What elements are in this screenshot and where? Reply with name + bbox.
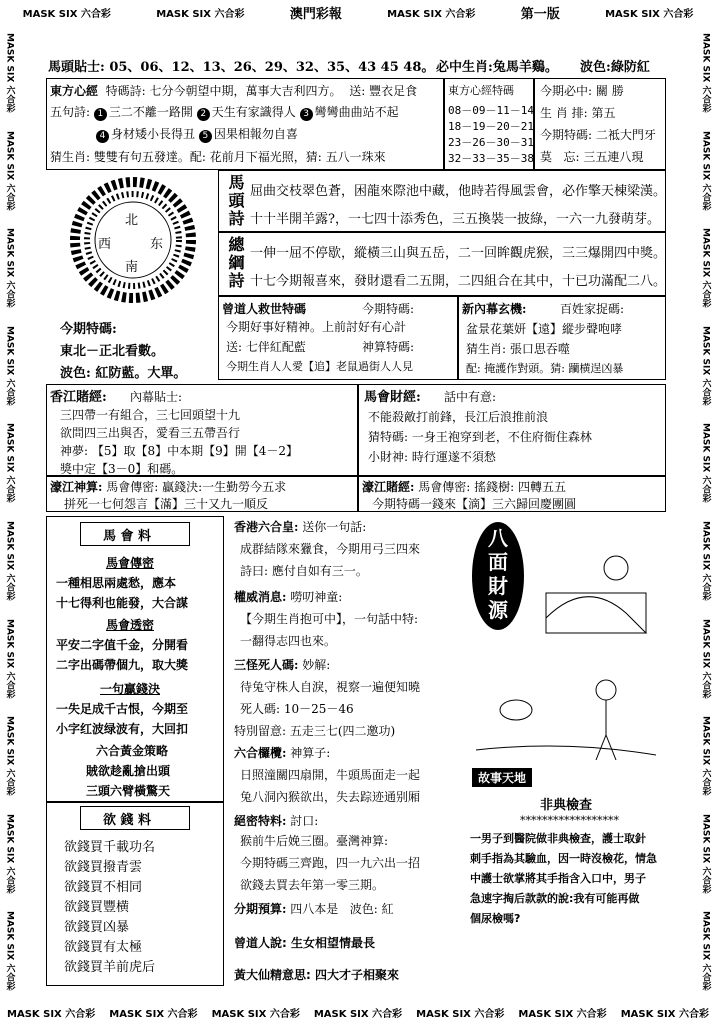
three-dead-line: 死人碼: 10－25－46: [240, 702, 354, 716]
hk-bet-sub: 內幕貼士:: [130, 390, 183, 404]
zeng-sum: 神算特碼:: [362, 340, 415, 354]
header-edition: 第一版: [520, 6, 560, 22]
huang-says: 黃大仙精意思: 四大才子相聚來: [234, 968, 399, 982]
authority-line: 一翻得志四也來。: [240, 634, 337, 648]
story-line: 刺手指為其驗血，因一時沒檢花，情急: [470, 852, 657, 865]
xinnei-guess: 猜生肖: 張口思吞噬: [466, 342, 570, 356]
hk-god-line: 拼死一七何怨言【滿】三十又九一順反: [64, 497, 269, 511]
yuqian-item: 欲錢買凶暴: [64, 920, 130, 935]
mahui-line: 三頭六臂橫驚天: [86, 784, 171, 798]
wheel-north: 北: [125, 213, 139, 228]
three-dead-line: 待兔守株人自淚，視察一遍便知曉: [240, 680, 421, 694]
hk-bet-line: 獎中定【3－0】和碼。: [60, 462, 184, 476]
wheel-south: 南: [125, 260, 139, 275]
horse-wealth-title: 馬會財經:: [364, 390, 421, 405]
must-zodiac: 必中生肖:兔馬羊鷄。: [436, 60, 558, 75]
tip-line: 欲錢去買去年第一零三期。: [240, 878, 385, 892]
mahui-section: 馬會透密: [106, 618, 155, 632]
tip-line: 今期特碼三齊跑，四一九六出一招: [240, 856, 421, 870]
mahui-line: 賊欲趁亂搶出頭: [86, 764, 171, 778]
special-code-row: 08－09－11－14: [448, 104, 534, 117]
mahui-line: 一種相思兩處愁，應本: [56, 576, 177, 590]
hk-liuhe-head: 香港六合皇: 送你一句話:: [234, 520, 367, 534]
hk-liuhe-line: 詩曰: 應付自如有三一。: [240, 564, 368, 578]
authority-line: 【今期生肖抱可中】，一句話中特:: [240, 612, 419, 626]
yuqian-item: 欲錢買撥青雲: [64, 860, 143, 875]
yuqian-item: 欲錢買千載功名: [64, 840, 156, 855]
yuqian-item: 欲錢買有太極: [64, 940, 143, 955]
must-win-row: 生 肖 排: 第五: [540, 106, 616, 120]
wheel-east: 东: [150, 237, 164, 252]
zeng-title: 曾道人救世特碼: [222, 302, 307, 316]
mahui-line: 一失足成千古恨，今期至: [56, 702, 189, 716]
story-title: 故事天地: [472, 768, 532, 787]
zeng-send: 送: 七伴紅配藍: [226, 340, 306, 354]
header-title: 澳門彩報: [289, 6, 342, 22]
five-poem-line1: 五句詩: 1 三二不離一路開 2 天生有家識得人 3 彎彎曲曲站不起: [50, 105, 399, 119]
yuqian-item: 欲錢買羊前虎后: [64, 960, 156, 975]
hk-liuhe-line: 成群結隊來獵食，今期用弓三四來: [240, 542, 421, 556]
general-poem-line: 一伸一屈不停歇，縱橫三山與五岳，二一回眸觀虎猴，三三爆開四中獎。: [250, 246, 667, 261]
horse-poem-line: 屈曲交枝翠色蒼，困龍來際池中藏，他時若得風雲會，必作擎天棟梁漢。: [250, 184, 667, 199]
xinnei-line: 盆景花葉妍【遠】縱步聲咆哮: [466, 322, 623, 336]
must-win-row: 今期特碼: 二袛大門牙: [540, 128, 656, 142]
special-code-row: 23－26－30－31: [448, 136, 534, 149]
tip-head: 絕密特料: 討口:: [234, 814, 319, 828]
special-code-row: 18－19－20－21: [448, 120, 534, 133]
zeng-line: 今期生肖人人愛【追】老鼠過街人人見: [226, 360, 413, 373]
right-border: MASK SIX 六合彩 MASK SIX 六合彩 MASK SIX 六合彩 MASK SIX 六合彩 MASK SIX 六合彩 MASK SIX 六合彩 MASK SIX 六合彩 MASK SIX 六合彩 MASK SIX 六合彩 MASK SIX 六合彩: [700, 33, 711, 991]
compass-wheel-icon: [58, 175, 208, 305]
left-border: MASK SIX 六合彩 MASK SIX 六合彩 MASK SIX 六合彩 MASK SIX 六合彩 MASK SIX 六合彩 MASK SIX 六合彩 MASK SIX 六合彩 MASK SIX 六合彩 MASK SIX 六合彩 MASK SIX 六合彩: [4, 33, 15, 991]
general-poem-title: 總綱詩: [226, 236, 245, 290]
liuhe-board-line: 日照潼關四扇開，牛頭馬面走一起: [240, 768, 421, 782]
farmer-illustration-icon: [466, 640, 666, 760]
xinnei-title: 新內幕玄機:: [462, 302, 527, 316]
xinnei-author: 百姓家捉碼:: [560, 302, 625, 316]
must-win-row: 今期必中: 關 勝: [540, 84, 624, 98]
horse-tips: 馬頭貼士: 05、06、12、13、26、29、32、35、43 45 48。: [48, 60, 435, 75]
story-line: 中護士欲掌將其手指含入口中，男子: [470, 872, 646, 885]
eight-face-label: 八面財源: [488, 526, 508, 622]
heart-sutra-line: 東方心經 特碼詩: 七分今朝望中期，萬事大吉利四方。 送: 豐衣足食: [50, 84, 418, 98]
bottom-border: MASK SIX 六合彩 MASK SIX 六合彩 MASK SIX 六合彩 MASK SIX 六合彩 MASK SIX 六合彩 MASK SIX 六合彩 MASK SIX 六合彩: [7, 1008, 709, 1020]
wave-color: 波色:綠防紅: [580, 60, 650, 75]
story-line: 急速字掏后款款的說:我有可能再做: [470, 892, 640, 905]
story-subtitle: 非典檢查: [540, 798, 593, 813]
must-win-row: 莫 忘: 三五連八現: [540, 150, 644, 164]
three-dead-head: 三怪死人碼: 妙解:: [234, 658, 331, 672]
today-code-line: 東北－正北看數。: [60, 344, 165, 359]
mahui-section: 一句贏錢決: [100, 682, 161, 696]
horse-poem-title: 馬頭詩: [226, 174, 245, 228]
xinnei-match: 配: 掩護作對頭。猜: 躪横逞凶暴: [466, 362, 624, 375]
mahui-title: 馬 會 料: [103, 529, 152, 544]
story-stars: ******************: [520, 814, 619, 827]
yuqian-title: 欲 錢 料: [103, 813, 152, 828]
wheel-west: 西: [98, 237, 112, 252]
tip-line: 猴前牛后娩三圈。臺灣神算:: [240, 834, 389, 848]
liuhe-board-head: 六合欏欖: 神算子:: [234, 746, 331, 760]
mahui-line: 平安二字值千金，分開看: [56, 638, 189, 652]
three-dead-line: 特別留意: 五走三七(四二邀功): [234, 724, 396, 738]
story-line: 一男子到醫院做非典檢查，護士取針: [470, 832, 646, 845]
zeng-says: 曾道人說: 生女相望情最長: [234, 936, 375, 950]
split-row: 分期預算: 四八本是 波色: 紅: [234, 902, 394, 916]
liuhe-board-line: 兔八洞內猴欲出，失去踪迹通别厢: [240, 790, 421, 804]
mahui-line: 小字红波绿波有，大回扣: [56, 722, 189, 736]
hk-bet-line: 欲問四三出與否，愛看三五帶吾行: [60, 426, 241, 440]
special-code-row: 32－33－35－38: [448, 152, 534, 165]
mahui-section: 馬會傳密: [106, 556, 155, 570]
general-poem-line: 十七今期報喜來，發財還看二五開，二四組合在其中，十已功滿配二八。: [250, 274, 667, 289]
horse-wealth-sub: 話中有意:: [444, 390, 497, 404]
zeng-sub: 今期特碼:: [362, 302, 415, 316]
story-line: 個尿檢嗎?: [470, 912, 521, 925]
hk-bet-title: 香江賭經:: [50, 390, 107, 405]
horse-poem-line: 十十半開羊露?，一七四十添秀色，三五換裝一披綠，一六一九發萌芽。: [250, 212, 660, 227]
yuqian-item: 欲錢買豐横: [64, 900, 130, 915]
five-poem-line2: 4 身材矮小長得丑 5 因果相報勿自喜: [96, 125, 298, 143]
mahui-section: 六合黃金策略: [96, 744, 169, 758]
hk-bet2-head: 濠江賭經: 馬會傳密: 搖錢樹: 四轉五五: [362, 480, 566, 494]
authority-head: 權威消息: 嘮叨神童:: [234, 590, 343, 604]
today-code-label: 今期特碼:: [60, 322, 117, 337]
guess-zodiac: 猜生肖: 雙雙有句五發達。配: 花前月下福光照，猜: 五八一珠來: [50, 150, 386, 164]
hk-bet-line: 神夢: 【5】取【8】中本期【9】開【4－2】: [60, 444, 299, 458]
eight-face-illustration: [466, 518, 666, 640]
hk-god-head: 濠江神算: 馬會傳密: 贏錢決:一生勤勞今五求: [50, 480, 287, 494]
top-border: MASK SIX 六合彩 MASK SIX 六合彩 澳門彩報 MASK SIX 六合彩 第一版 MASK SIX 六合彩: [0, 0, 716, 24]
hk-bet2-line: 今期特碼一錢來【滴】三六歸回慶團圓: [372, 497, 577, 511]
hk-bet-line: 三四帶一有組合，三七回頭望十九: [60, 408, 241, 422]
yuqian-item: 欲錢買不相同: [64, 880, 143, 895]
horse-wealth-line: 小財神: 時行運遂不須愁: [368, 450, 496, 464]
horse-wealth-line: 猜特碼: 一身王袍穿到老，不住府衙住森林: [368, 430, 592, 444]
zeng-line: 今期好事好精神。上前討好有心計: [226, 320, 407, 334]
horse-wealth-line: 不能殺敵打前鋒，長江后浪推前浪: [368, 410, 549, 424]
special-code-title: 東方心經特碼: [448, 84, 514, 97]
mahui-line: 十七得利也能發，大合謀: [56, 596, 189, 610]
today-code-wave: 波色: 紅防藍。大單。: [60, 366, 187, 381]
mahui-line: 二字出碼帶個九，取大獎: [56, 658, 189, 672]
